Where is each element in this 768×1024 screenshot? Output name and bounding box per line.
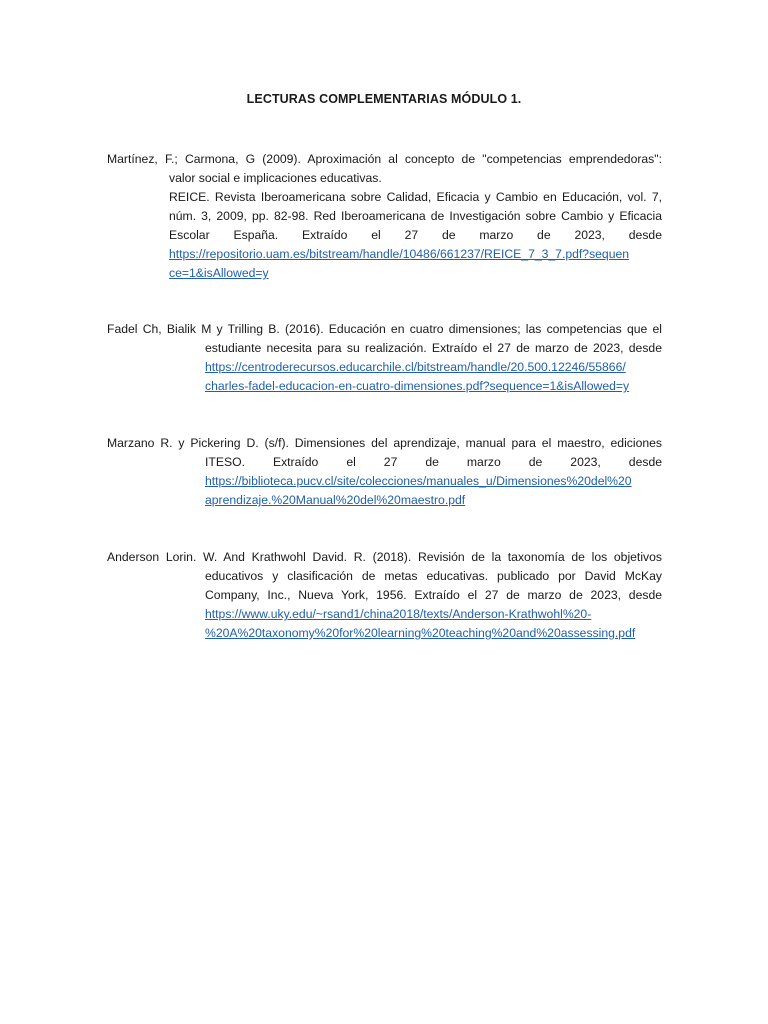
reference-text-line: Escolar España. Extraído el 27 de marzo de 2023, desde xyxy=(169,228,662,242)
page-title: LECTURAS COMPLEMENTARIAS MÓDULO 1. xyxy=(246,92,522,106)
reference-text-line: núm. 3, 2009, pp. 82-98. Red Iberoamericana de Investigación sobre Cambio y Eficacia xyxy=(169,209,662,223)
reference-link[interactable]: https://repositorio.uam.es/bitstream/handle/10486/661237/REICE_7_3_7.pdf?sequen xyxy=(169,247,630,261)
reference-text-line: REICE. Revista Iberoamericana sobre Calidad, Eficacia y Cambio en Educación, vol. 7, xyxy=(169,190,662,204)
reference-link[interactable]: ce=1&isAllowed=y xyxy=(169,266,269,280)
reference-text-line: Fadel Ch, Bialik M y Trilling B. (2016). Educación en cuatro dimensiones; las competencias que el xyxy=(107,322,662,336)
reference-text-line: valor social e implicaciones educativas. xyxy=(169,171,382,185)
reference-text-line: Anderson Lorin. W. And Krathwohl David. R. (2018). Revisión de la taxonomía de los objetivos xyxy=(107,550,662,564)
reference-text-line: Martínez, F.; Carmona, G (2009). Aproximación al concepto de "competencias emprendedoras": xyxy=(107,152,662,166)
reference-text-line: Marzano R. y Pickering D. (s/f). Dimensiones del aprendizaje, manual para el maestro, ediciones xyxy=(107,436,662,450)
reference-text-line: estudiante necesita para su realización. Extraído el 27 de marzo de 2023, desde xyxy=(205,341,662,355)
reference-text-line: ITESO. Extraído el 27 de marzo de 2023, desde xyxy=(205,455,662,469)
reference-link[interactable]: https://www.uky.edu/~rsand1/china2018/texts/Anderson-Krathwohl%20- xyxy=(205,607,592,621)
reference-link[interactable]: charles-fadel-educacion-en-cuatro-dimensiones.pdf?sequence=1&isAllowed=y xyxy=(205,379,630,393)
reference-text-line: Company, Inc., Nueva York, 1956. Extraído el 27 de marzo de 2023, desde xyxy=(205,588,662,602)
reference-link[interactable]: https://biblioteca.pucv.cl/site/colecciones/manuales_u/Dimensiones%20del%20 xyxy=(205,474,632,488)
reference-link[interactable]: %20A%20taxonomy%20for%20learning%20teaching%20and%20assessing.pdf xyxy=(205,626,636,640)
reference-link[interactable]: https://centroderecursos.educarchile.cl/bitstream/handle/20.500.12246/55866/ xyxy=(205,360,626,374)
reference-text-line: educativos y clasificación de metas educativas. publicado por David McKay xyxy=(205,569,662,583)
reference-link[interactable]: aprendizaje.%20Manual%20del%20maestro.pdf xyxy=(205,493,466,507)
